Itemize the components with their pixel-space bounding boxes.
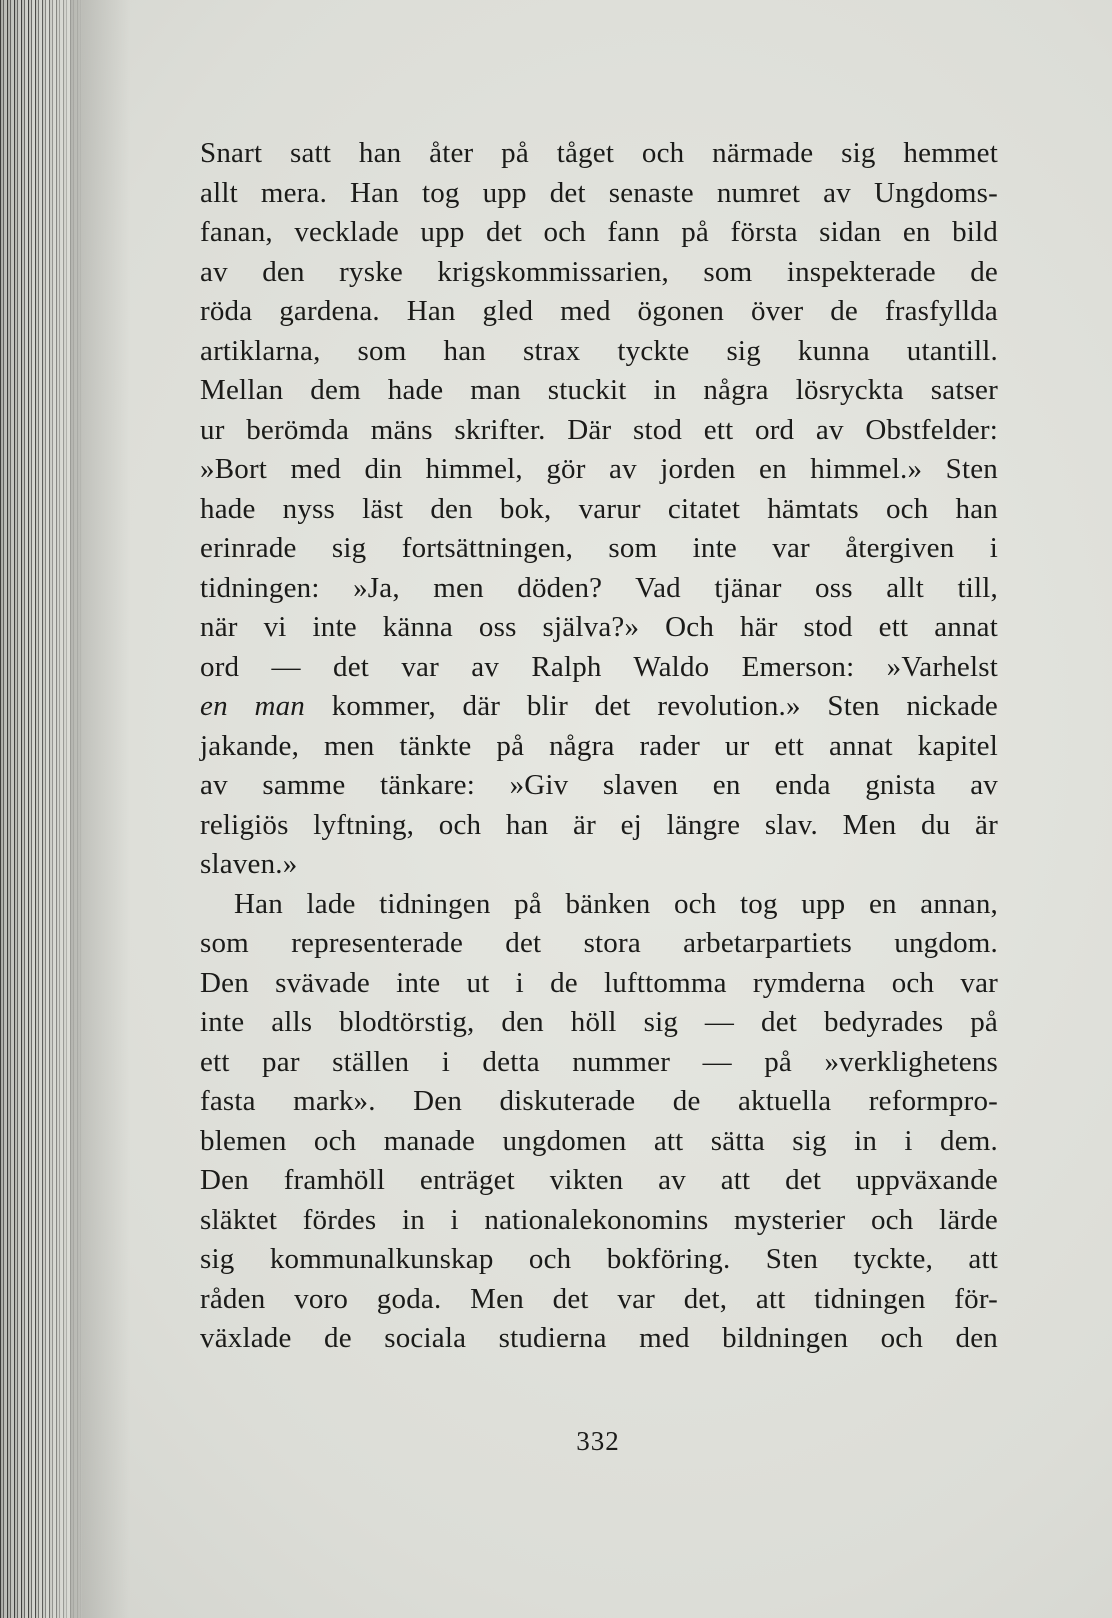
text-line: ur berömda mäns skrifter. Där stod ett ord av Obstfelder: [200,413,998,446]
text-line: Den svävade inte ut i de lufttomma rymderna och var [200,966,998,999]
text-line: allt mera. Han tog upp det senaste numret av Ungdoms- [200,176,998,209]
text-fragment: kommer, där blir det revolution.» Sten nickade [305,690,999,722]
text-line: röda gardena. Han gled med ögonen över de frasfyllda [200,295,998,327]
italic-phrase: en man [200,690,306,722]
text-line: fanan, vecklade upp det och fann på första sidan en bild [200,216,998,248]
text-line: Den framhöll enträget vikten av att det uppväxande [200,1164,998,1196]
text-line: jakande, men tänkte på några rader ur ett annat kapitel [200,729,998,762]
text-line: när vi inte känna oss själva?» Och här stod ett annat [200,611,998,643]
paragraph-1 [200,134,998,885]
body-text [200,134,998,1359]
text-line: hade nyss läst den bok, varur citatet hämtats och han [200,492,998,525]
page-number: 332 [576,1426,620,1456]
text-line-emphasis [200,687,998,727]
text-line: Mellan dem hade man stuckit in några lösryckta satser [200,374,998,406]
paragraph-2 [200,885,998,1359]
text-line: Han lade tidningen på bänken och tog upp en annan, [234,887,998,920]
text-line: blemen och manade ungdomen att sätta sig in i dem. [200,1124,998,1157]
text-line: som representerade det stora arbetarpartiets ungdom. [200,927,998,959]
text-line: »Bort med din himmel, gör av jorden en himmel.» Sten [200,453,998,485]
text-line: inte alls blodtörstig, den höll sig — det bedyrades på [200,1006,998,1038]
gutter-shadow [70,0,130,1618]
text-line: slaven.» [200,848,298,880]
text-line: av den ryske krigskommissarien, som inspekterade de [200,255,998,288]
text-line: ett par ställen i detta nummer — på »verklighetens [200,1045,998,1078]
text-line: fasta mark». Den diskuterade de aktuella reformpro- [200,1085,998,1117]
text-line: av samme tänkare: »Giv slaven en enda gnista av [200,769,998,801]
text-line: ord — det var av Ralph Waldo Emerson: »Varhelst [200,650,998,683]
text-line: erinrade sig fortsättningen, som inte var återgiven i [200,532,998,564]
text-line: sig kommunalkunskap och bokföring. Sten tyckte, att [200,1243,998,1275]
text-line: religiös lyftning, och han är ej längre slav. Men du är [200,808,998,841]
text-line: råden voro goda. Men det var det, att tidningen för- [200,1282,998,1315]
text-line: släktet fördes in i nationalekonomins mysterier och lärde [200,1203,998,1236]
text-line: Snart satt han åter på tåget och närmade sig hemmet [200,137,998,169]
text-line: artiklarna, som han strax tyckte sig kunna utantill. [200,334,998,367]
text-line: tidningen: »Ja, men döden? Vad tjänar oss allt till, [200,571,998,604]
text-line: växlade de sociala studierna med bildningen och den [200,1322,998,1354]
